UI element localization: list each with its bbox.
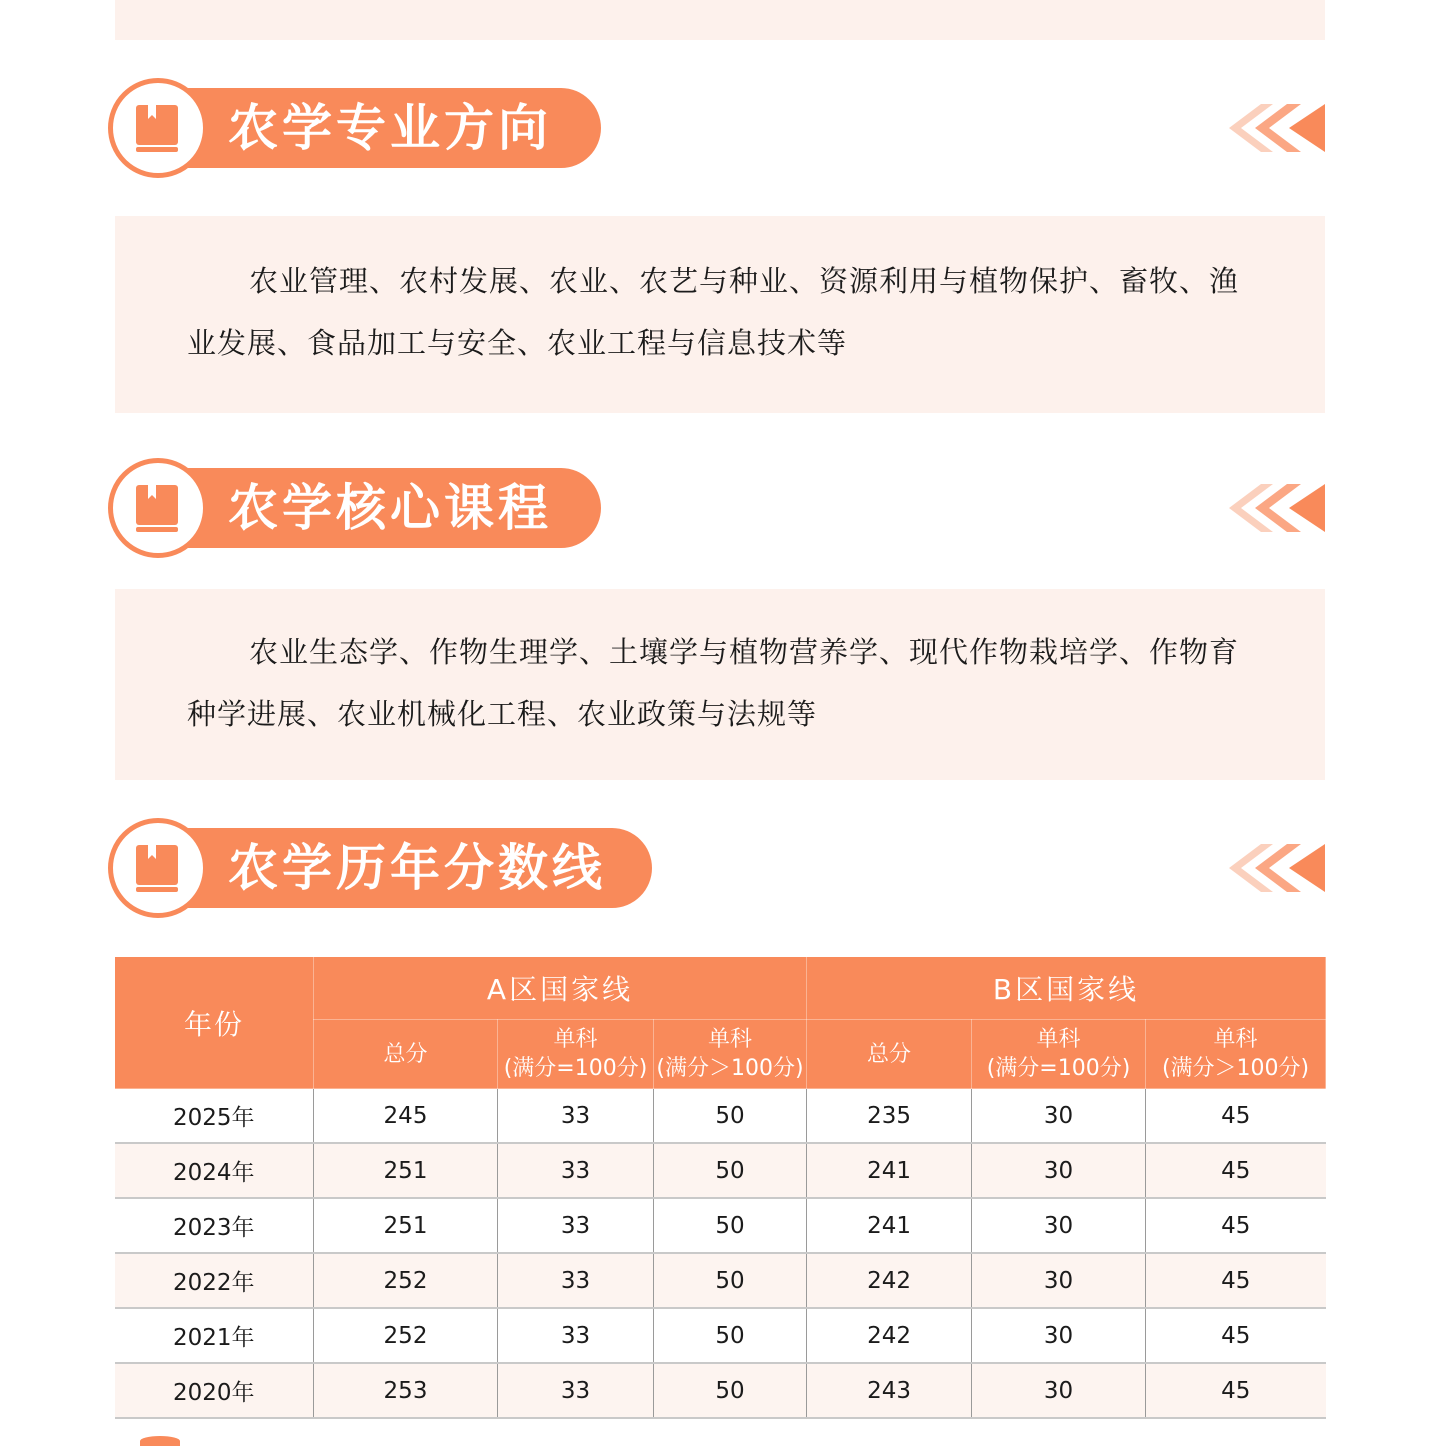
table-row — [115, 1089, 1326, 1144]
table-cell: 253 — [314, 1363, 498, 1418]
section-header-courses — [108, 458, 608, 562]
table-cell: 33 — [498, 1198, 654, 1253]
table-cell: 50 — [654, 1363, 807, 1418]
section-header-scores — [108, 818, 668, 922]
book-icon — [134, 843, 182, 895]
table-cell: 251 — [314, 1143, 498, 1198]
section-title: 农学核心课程 — [228, 479, 552, 537]
table-row — [115, 1363, 1326, 1418]
b-single2-header: 单科 (满分＞100分) — [1146, 1020, 1326, 1089]
section-header-major — [108, 78, 608, 182]
table-cell: 50 — [654, 1198, 807, 1253]
year-cell: 2020年 — [115, 1363, 314, 1418]
table-cell: 245 — [314, 1089, 498, 1144]
table-cell: 241 — [807, 1143, 972, 1198]
a-single1-header: 单科 (满分=100分) — [498, 1020, 654, 1089]
arrows-decoration — [1229, 104, 1325, 152]
book-icon — [134, 103, 182, 155]
year-cell: 2022年 — [115, 1253, 314, 1308]
table-cell: 242 — [807, 1253, 972, 1308]
table-cell: 252 — [314, 1253, 498, 1308]
arrows-decoration — [1229, 484, 1325, 532]
group-b-header: B区国家线 — [807, 957, 1326, 1020]
table-cell: 242 — [807, 1308, 972, 1363]
table-cell: 30 — [972, 1308, 1146, 1363]
table-cell: 33 — [498, 1143, 654, 1198]
a-total-header: 总分 — [314, 1020, 498, 1089]
a-single2-header: 单科 (满分＞100分) — [654, 1020, 807, 1089]
b-total-header: 总分 — [807, 1020, 972, 1089]
courses-panel — [115, 589, 1325, 780]
table-cell: 251 — [314, 1198, 498, 1253]
table-cell: 50 — [654, 1143, 807, 1198]
table-cell: 45 — [1146, 1198, 1326, 1253]
table-cell: 30 — [972, 1143, 1146, 1198]
section-title: 农学专业方向 — [228, 99, 552, 157]
table-cell: 241 — [807, 1198, 972, 1253]
table-cell: 33 — [498, 1308, 654, 1363]
table-cell: 50 — [654, 1089, 807, 1144]
table-cell: 45 — [1146, 1363, 1326, 1418]
section-title: 农学历年分数线 — [228, 839, 606, 897]
table-cell: 33 — [498, 1363, 654, 1418]
table-cell: 30 — [972, 1253, 1146, 1308]
table-row — [115, 1253, 1326, 1308]
table-cell: 30 — [972, 1198, 1146, 1253]
book-icon — [134, 483, 182, 535]
group-a-header: A区国家线 — [314, 957, 807, 1020]
table-row — [115, 1198, 1326, 1253]
table-cell: 235 — [807, 1089, 972, 1144]
table-cell: 33 — [498, 1089, 654, 1144]
table-cell: 45 — [1146, 1308, 1326, 1363]
year-cell: 2021年 — [115, 1308, 314, 1363]
table-cell: 45 — [1146, 1089, 1326, 1144]
year-cell: 2025年 — [115, 1089, 314, 1144]
top-panel — [115, 0, 1325, 40]
year-cell: 2024年 — [115, 1143, 314, 1198]
table-cell: 45 — [1146, 1253, 1326, 1308]
table-row — [115, 1143, 1326, 1198]
score-table — [114, 956, 1326, 1419]
table-cell: 33 — [498, 1253, 654, 1308]
table-cell: 50 — [654, 1308, 807, 1363]
header-badge — [108, 818, 208, 918]
year-cell: 2023年 — [115, 1198, 314, 1253]
table-cell: 50 — [654, 1253, 807, 1308]
table-cell: 30 — [972, 1089, 1146, 1144]
header-badge — [108, 458, 208, 558]
table-cell: 252 — [314, 1308, 498, 1363]
major-panel — [115, 216, 1325, 413]
b-single1-header: 单科 (满分=100分) — [972, 1020, 1146, 1089]
table-row — [115, 1308, 1326, 1363]
table-cell: 45 — [1146, 1143, 1326, 1198]
arrows-decoration — [1229, 844, 1325, 892]
table-cell: 243 — [807, 1363, 972, 1418]
year-header: 年份 — [115, 957, 314, 1089]
table-cell: 30 — [972, 1363, 1146, 1418]
major-text: 农业管理、农村发展、农业、农艺与种业、资源利用与植物保护、畜牧、渔业发展、食品加工与安全、农业工程与信息技术等 — [187, 264, 1240, 360]
next-section-badge-edge — [140, 1436, 180, 1446]
header-badge — [108, 78, 208, 178]
courses-text: 农业生态学、作物生理学、土壤学与植物营养学、现代作物栽培学、作物育种学进展、农业机械化工程、农业政策与法规等 — [187, 635, 1240, 731]
